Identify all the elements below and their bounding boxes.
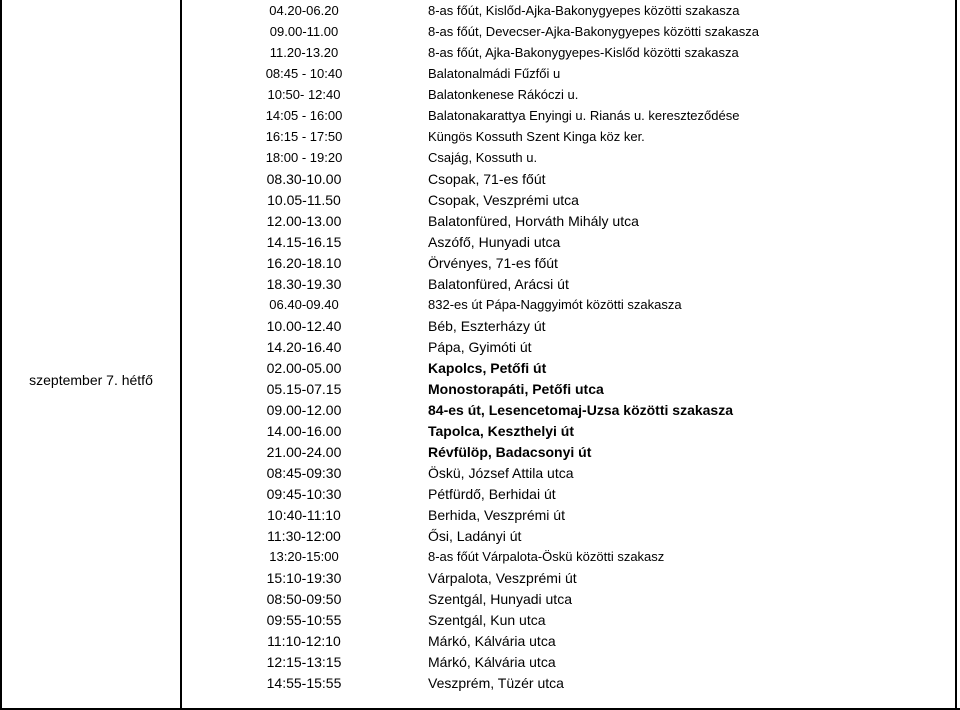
time-cell: 09.00-11.00 [269,24,339,39]
table-row [184,546,955,567]
time-cell: 11:30-12:00 [267,527,341,544]
time-cell: 14:55-15:55 [266,674,342,691]
table-row [184,651,955,672]
table-row [184,168,955,189]
time-cell: 08:50-09:50 [266,590,342,607]
time-cell: 10.00-12.40 [266,317,342,334]
table-row [184,504,955,525]
table-row [184,483,955,504]
table-right-border [955,0,957,710]
table-row [184,42,955,63]
table-row [184,189,955,210]
location-cell: Márkó, Kálvária utca [428,653,556,670]
location-cell: Béb, Eszterházy út [428,317,546,334]
location-cell: Balatonkenese Rákóczi u. [428,87,579,102]
time-cell: 09:45-10:30 [266,485,342,502]
table-row [184,378,955,399]
table-row [184,315,955,336]
time-cell: 10:40-11:10 [267,506,341,523]
table-row [184,210,955,231]
location-cell: Csopak, Veszprémi utca [428,191,579,208]
time-cell: 16:15 - 17:50 [265,129,343,144]
location-cell: 8-as főút, Kislőd-Ajka-Bakonygyepes közötti szakasza [428,3,740,18]
time-cell: 04.20-06.20 [269,3,339,18]
time-cell: 14:05 - 16:00 [265,108,343,123]
location-cell: 8-as főút, Ajka-Bakonygyepes-Kislőd közötti szakasza [428,45,739,60]
location-cell: Monostorapáti, Petőfi utca [428,380,604,397]
location-cell: Balatonalmádi Fűzfői u [428,66,561,81]
table-row [184,21,955,42]
table-row [184,609,955,630]
table-row [184,252,955,273]
table-row [184,84,955,105]
location-cell: 84-es út, Lesencetomaj-Uzsa közötti szakasza [428,401,734,418]
time-cell: 13:20-15:00 [269,549,339,564]
location-cell: Révfülöp, Badacsonyi út [428,443,592,460]
time-cell: 21.00-24.00 [266,443,342,460]
table-row [184,273,955,294]
table-row [184,567,955,588]
time-cell: 06.40-09.40 [269,297,339,312]
location-cell: Tapolca, Keszthelyi út [428,422,574,439]
time-cell: 14.15-16.15 [266,233,342,250]
date-cell [0,0,182,710]
time-cell: 02.00-05.00 [266,359,342,376]
table-row [184,357,955,378]
time-cell: 09.00-12.00 [266,401,342,418]
table-row [184,105,955,126]
location-cell: Várpalota, Veszprémi út [428,569,577,586]
location-cell: Berhida, Veszprémi út [428,506,565,523]
time-cell: 18:00 - 19:20 [265,150,343,165]
location-cell: Kapolcs, Petőfi út [428,359,547,376]
location-cell: Csopak, 71-es főút [428,170,546,187]
table-row [184,588,955,609]
location-cell: Szentgál, Hunyadi utca [428,590,572,607]
table-row [184,336,955,357]
time-cell: 08:45 - 10:40 [265,66,343,81]
location-cell: 8-as főút Várpalota-Öskü közötti szakasz [428,549,665,564]
time-cell: 14.20-16.40 [266,338,342,355]
time-cell: 12.00-13.00 [266,212,342,229]
table-row [184,420,955,441]
table-row [184,147,955,168]
location-cell: Balatonakarattya Enyingi u. Rianás u. kereszteződése [428,108,740,123]
table-row [184,672,955,693]
location-cell: Pétfürdő, Berhidai út [428,485,556,502]
location-cell: 8-as főút, Devecser-Ajka-Bakonygyepes közötti szakasza [428,24,759,39]
time-cell: 10.05-11.50 [267,191,341,208]
table-row [184,0,955,21]
location-cell: 832-es út Pápa-Naggyimót közötti szakasza [428,297,682,312]
table-row [184,462,955,483]
time-cell: 11:10-12:10 [267,632,341,649]
location-cell: Örvényes, 71-es főút [428,254,558,271]
location-cell: Márkó, Kálvária utca [428,632,556,649]
location-cell: Csajág, Kossuth u. [428,150,538,165]
time-cell: 11.20-13.20 [269,45,339,60]
table-row [184,630,955,651]
date-label: szeptember 7. hétfő [29,372,153,388]
time-cell: 18.30-19.30 [266,275,342,292]
table-row [184,294,955,315]
time-cell: 08:45-09:30 [266,464,342,481]
table-row [184,126,955,147]
location-cell: Balatonfüred, Horváth Mihály utca [428,212,639,229]
time-cell: 08.30-10.00 [266,170,342,187]
location-cell: Veszprém, Tüzér utca [428,674,564,691]
schedule-table [184,0,955,693]
location-cell: Pápa, Gyimóti út [428,338,532,355]
time-cell: 05.15-07.15 [266,380,342,397]
location-cell: Öskü, József Attila utca [428,464,574,481]
table-row [184,231,955,252]
location-cell: Ősi, Ladányi út [428,527,522,544]
table-row [184,63,955,84]
time-cell: 10:50- 12:40 [267,87,341,102]
time-cell: 16.20-18.10 [266,254,342,271]
time-cell: 09:55-10:55 [266,611,342,628]
location-cell: Balatonfüred, Arácsi út [428,275,569,292]
table-row [184,399,955,420]
location-cell: Szentgál, Kun utca [428,611,546,628]
table-row [184,525,955,546]
location-cell: Küngös Kossuth Szent Kinga köz ker. [428,129,645,144]
time-cell: 15:10-19:30 [266,569,342,586]
time-cell: 12:15-13:15 [266,653,342,670]
time-cell: 14.00-16.00 [266,422,342,439]
table-row [184,441,955,462]
location-cell: Aszófő, Hunyadi utca [428,233,561,250]
